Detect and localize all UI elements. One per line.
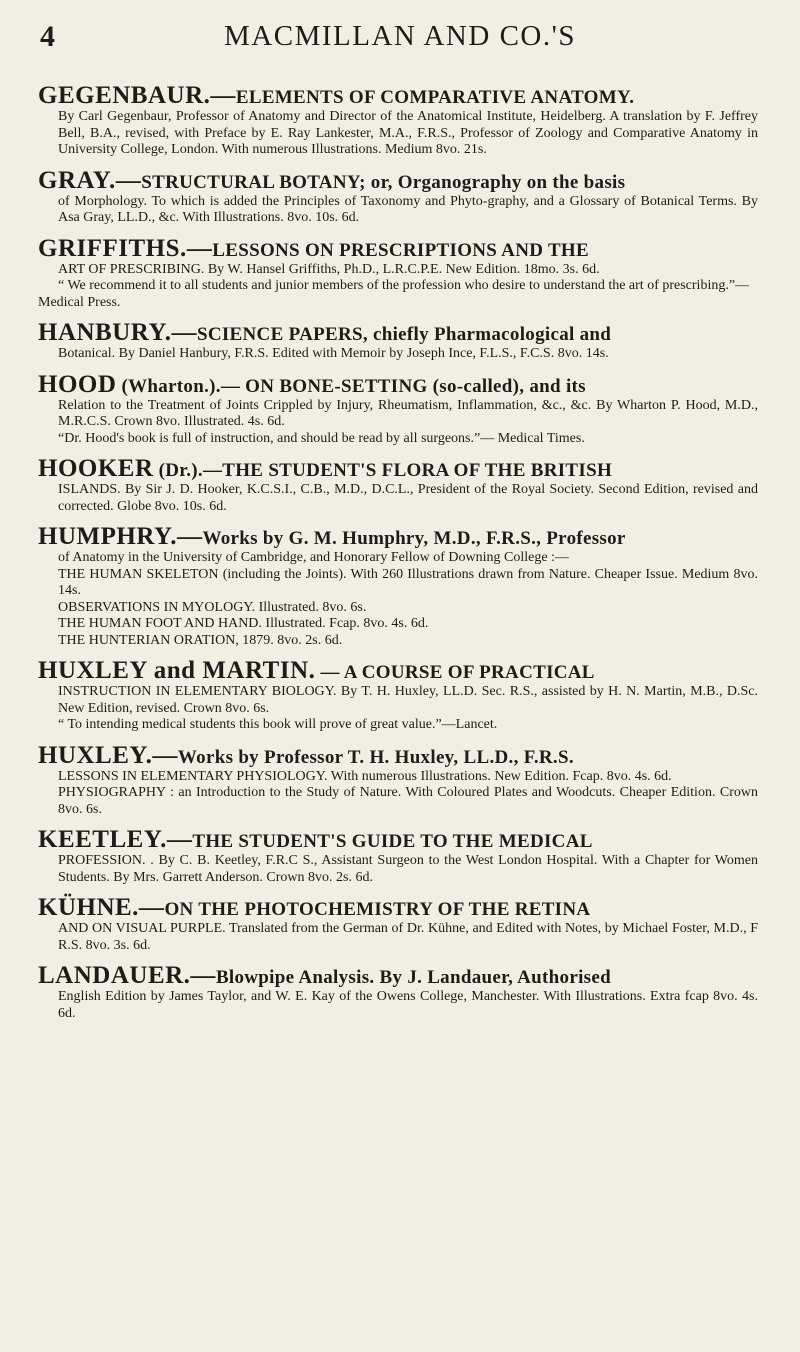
- catalogue-entry: [38, 234, 758, 312]
- entry-title: (Wharton.).— ON BONE-SETTING (so-called), and its: [121, 375, 586, 397]
- entry-title: Works by G. M. Humphry, M.D., F.R.S., Professor: [202, 528, 626, 549]
- catalogue-entry: [38, 964, 758, 1022]
- entry-author: GRAY.—: [38, 166, 142, 194]
- entry-author: HOOKER: [38, 455, 154, 482]
- entry-description: of Anatomy in the University of Cambridge, and Honorary Fellow of Downing College :—: [58, 550, 569, 565]
- catalogue-entry: [38, 457, 758, 515]
- entry-description: ISLANDS. By Sir J. D. Hooker, K.C.S.I., C.B., M.D., D.C.L., President of the Royal Society. Second Edition, revised and corrected. Globe 8vo. 10s. 6d.: [58, 482, 758, 514]
- catalogue-entry: [38, 370, 758, 448]
- entry-title: ELEMENTS OF COMPARATIVE ANATOMY.: [235, 87, 635, 108]
- sub-title-item: OBSERVATIONS IN MYOLOGY. Illustrated. 8vo. 6s.: [58, 599, 367, 615]
- catalogue-entry: [38, 321, 758, 363]
- entry-author: GRIFFITHS.—: [38, 234, 213, 262]
- entry-review-quote: “ To intending medical students this book will prove of great value.”—Lancet.: [58, 717, 498, 732]
- sub-title-item: THE HUMAN FOOT AND HAND. Illustrated. Fcap. 8vo. 4s. 6d.: [58, 616, 429, 631]
- sub-title-item: THE HUMAN SKELETON (including the Joints). With 260 Illustrations drawn from Nature. Cheaper Issue. Medium 8vo. 14s.: [58, 566, 758, 598]
- catalogue-entries: [38, 84, 758, 1032]
- entry-title: Blowpipe Analysis. By J. Landauer, Authorised: [215, 967, 611, 988]
- entry-title: SCIENCE PAPERS, chiefly Pharmacological and: [196, 324, 612, 345]
- entry-title: ON THE PHOTOCHEMISTRY OF THE RETINA: [164, 899, 591, 920]
- catalogue-entry: [38, 525, 758, 649]
- entry-description: Relation to the Treatment of Joints Crippled by Injury, Rheumatism, Inflammation, &c., &c. By Wharton P. Hood, M.D., M.R.C.S. Crown 8vo. Illustrated. 4s. 6d.: [58, 397, 758, 429]
- entry-author: LANDAUER.—: [38, 962, 216, 989]
- entry-description: Botanical. By Daniel Hanbury, F.R.S. Edited with Memoir by Joseph Ince, F.L.S., F.C.S. 8vo. 14s.: [58, 346, 609, 361]
- entry-author: HOOD: [38, 370, 117, 398]
- entry-title: — A COURSE OF PRACTICAL: [320, 662, 595, 683]
- entry-description: ART OF PRESCRIBING. By W. Hansel Griffiths, Ph.D., L.R.C.P.E. New Edition. 18mo. 3s. 6d.: [58, 261, 600, 277]
- catalogue-entry: [38, 896, 758, 954]
- entry-sub-list: [38, 567, 758, 650]
- entry-author: HANBURY.—: [38, 319, 197, 346]
- running-title: MACMILLAN AND CO.'S: [224, 20, 576, 52]
- entry-title: (Dr.).—THE STUDENT'S FLORA OF THE BRITISH: [158, 460, 613, 481]
- entry-description: PROFESSION. . By C. B. Keetley, F.R.C S., Assistant Surgeon to the West London Hospital. With a Chapter for Women Students. By Mrs. Garrett Anderson. Crown 8vo. 2s. 6d.: [58, 853, 758, 885]
- entry-title: THE STUDENT'S GUIDE TO THE MEDICAL: [192, 831, 593, 852]
- entry-author: HUXLEY and MARTIN.: [38, 657, 316, 684]
- catalogue-entry: [38, 84, 758, 159]
- entry-review-quote: “ We recommend it to all students and junior members of the profession who desire to understand the art of prescribing.”—Medical Press.: [38, 278, 750, 310]
- entry-description: AND ON VISUAL PURPLE. Translated from the German of Dr. Kühne, and Edited with Notes, by Michael Foster, M.D., F R.S. 8vo. 3s. 6d.: [58, 921, 758, 953]
- entry-author: KÜHNE.—: [38, 894, 165, 921]
- entry-author: KEETLEY.—: [38, 826, 193, 853]
- entry-title: Works by Professor T. H. Huxley, LL.D., F.R.S.: [177, 746, 574, 768]
- sub-title-item: PHYSIOGRAPHY : an Introduction to the Study of Nature. With Coloured Plates and Woodcuts. Cheaper Edition. Crown 8vo. 6s.: [58, 785, 758, 817]
- entry-description: English Edition by James Taylor, and W. E. Kay of the Owens College, Manchester. With Illustrations. Extra fcap 8vo. 4s. 6d.: [58, 989, 758, 1021]
- entry-title: STRUCTURAL BOTANY; or, Organography on the basis: [141, 171, 626, 193]
- entry-author: HUMPHRY.—: [38, 523, 203, 550]
- sub-title-item: LESSONS IN ELEMENTARY PHYSIOLOGY. With numerous Illustrations. New Edition. Fcap. 8vo. 4s. 6d.: [58, 768, 672, 784]
- catalogue-entry: [38, 659, 758, 734]
- entry-description: of Morphology. To which is added the Principles of Taxonomy and Phyto-graphy, and a Glossary of Botanical Terms. By Asa Gray, LL.D., &c. With Illustrations. 8vo. 10s. 6d.: [58, 193, 758, 225]
- entry-author: HUXLEY.—: [38, 741, 178, 769]
- catalogue-entry: [38, 741, 758, 819]
- sub-title-item: THE HUNTERIAN ORATION, 1879. 8vo. 2s. 6d.: [58, 632, 343, 648]
- entry-author: GEGENBAUR.—: [38, 82, 236, 109]
- page-header: [40, 20, 760, 56]
- entry-review-quote: “Dr. Hood's book is full of instruction, and should be read by all surgeons.”— Medical Times.: [58, 430, 585, 446]
- entry-description: By Carl Gegenbaur, Professor of Anatomy and Director of the Anatomical Institute, Heidelberg. A translation by F. Jeffrey Bell, B.A., revised, with Preface by E. Ray Lankester, M.A., F.R.S., Professor of Zoology and Comparative Anatomy in University College, London. With numerous Illustrations. Medium 8vo. 21s.: [58, 109, 758, 157]
- catalogue-entry: [38, 166, 758, 227]
- entry-sub-list: [38, 769, 758, 819]
- entry-title: LESSONS ON PRESCRIPTIONS AND THE: [212, 239, 589, 261]
- page-number: 4: [40, 20, 55, 53]
- catalogue-entry: [38, 828, 758, 886]
- entry-description: INSTRUCTION IN ELEMENTARY BIOLOGY. By T. H. Huxley, LL.D. Sec. R.S., assisted by H. N. Martin, M.B., D.Sc. New Edition, revised. Crown 8vo. 6s.: [58, 684, 758, 716]
